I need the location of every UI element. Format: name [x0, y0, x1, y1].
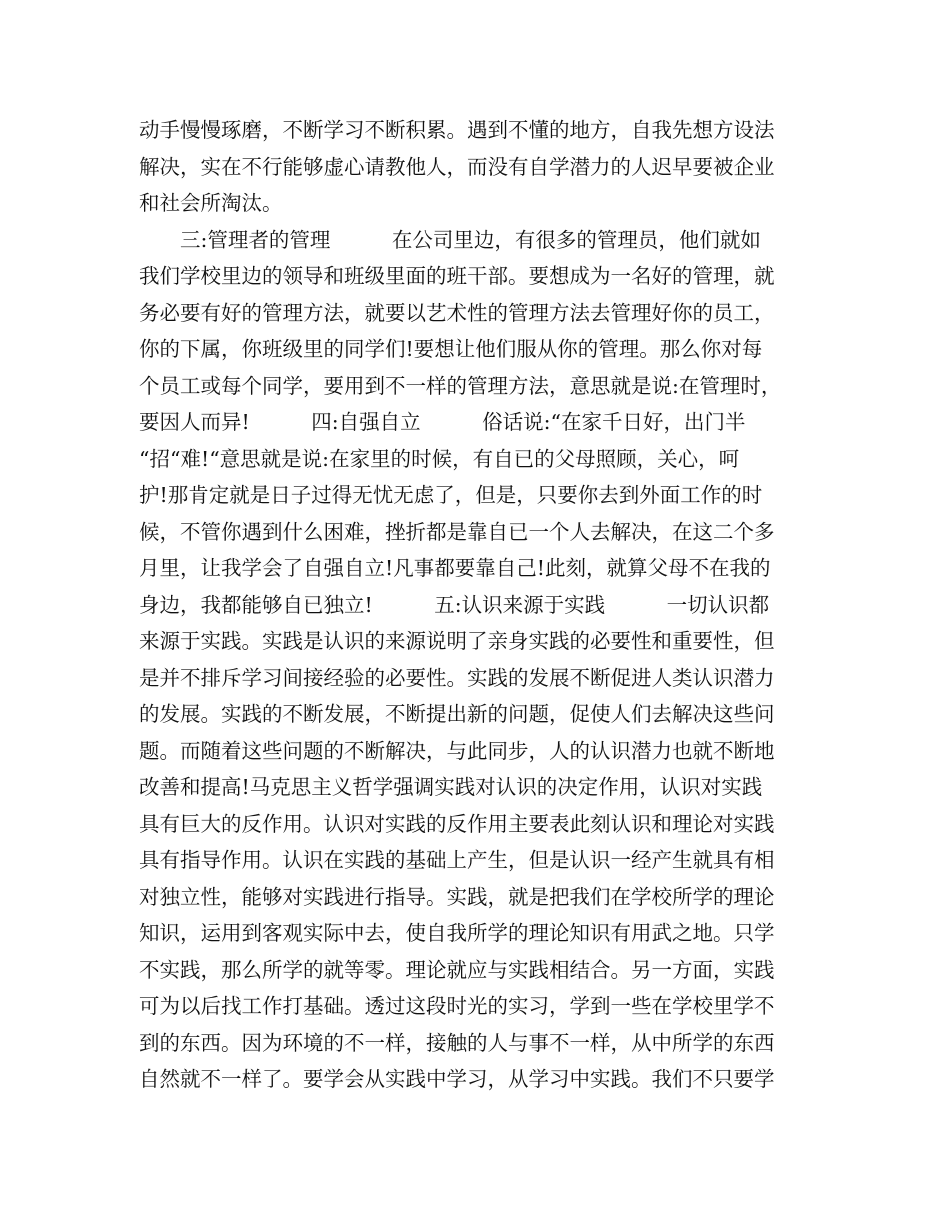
text-line: 知识，运用到客观实际中去，使自我所学的理论知识有用武之地。只学 — [139, 921, 775, 945]
text-line: 具有巨大的反作用。认识对实践的反作用主要表此刻认识和理论对实践 — [139, 811, 775, 836]
text-line: 题。而随着这些问题的不断解决，与此同步，人的认识潜力也就不断地 — [139, 738, 775, 763]
text-line: 是并不排斥学习间接经验的必要性。实践的发展不断促进人类认识潜力 — [139, 665, 775, 690]
text-line: 不实践，那么所学的就等零。理论就应与实践相结合。另一方面，实践 — [139, 957, 775, 982]
body-text — [139, 112, 829, 1098]
text-line: 动手慢慢琢磨，不断学习不断积累。遇到不懂的地方，自我先想方设法 — [139, 118, 775, 142]
text-line: 三:管理者的管理 在公司里边，有很多的管理员，他们就如 — [139, 227, 761, 252]
text-line: 我们学校里边的领导和班级里面的班干部。要想成为一名好的管理，就 — [139, 264, 775, 288]
text-line: 你的下属，你班级里的同学们!要想让他们服从你的管理。那么你对每 — [139, 337, 763, 361]
text-line: 对独立性，能够对实践进行指导。实践，就是把我们在学校所学的理论 — [139, 884, 775, 909]
text-line: 月里，让我学会了自强自立!凡事都要靠自己!此刻，就算父母不在我的 — [139, 556, 771, 580]
text-line: 个员工或每个同学，要用到不一样的管理方法，意思就是说:在管理时， — [139, 373, 782, 398]
text-line: 具有指导作用。认识在实践的基础上产生，但是认识一经产生就具有相 — [139, 848, 775, 872]
text-line: 的发展。实践的不断发展，不断提出新的问题，促使人们去解决这些问 — [139, 702, 775, 726]
text-line: 到的东西。因为环境的不一样，接触的人与事不一样，从中所学的东西 — [139, 1030, 775, 1055]
text-line: 身边，我都能够自已独立! 五:认识来源于实践 一切认识都 — [139, 592, 770, 617]
text-line: 护!那肯定就是日子过得无忧无虑了，但是，只要你去到外面工作的时 — [139, 483, 763, 507]
text-line: 可为以后找工作打基础。透过这段时光的实习，学到一些在学校里学不 — [139, 994, 775, 1018]
text-line: 解决，实在不行能够虚心请教他人，而没有自学潜力的人迟早要被企业 — [139, 154, 775, 179]
text-line: 务必要有好的管理方法，就要以艺术性的管理方法去管理好你的员工， — [139, 300, 775, 325]
text-line: 改善和提高!马克思主义哲学强调实践对认识的决定作用，认识对实践 — [139, 775, 763, 799]
text-line: 候，不管你遇到什么困难，挫折都是靠自已一个人去解决，在这二个多 — [139, 519, 775, 544]
text-line: 和社会所淘汰。 — [139, 191, 283, 215]
text-line: 要因人而异! 四:自强自立 俗话说:“在家千日好，出门半 — [139, 410, 746, 434]
text-line: “招“难!“意思就是说:在家里的时候，有自已的父母照顾，关心，呵 — [139, 446, 740, 471]
text-line: 来源于实践。实践是认识的来源说明了亲身实践的必要性和重要性，但 — [139, 629, 775, 653]
text-line: 自然就不一样了。要学会从实践中学习，从学习中实践。我们不只要学 — [139, 1067, 775, 1091]
